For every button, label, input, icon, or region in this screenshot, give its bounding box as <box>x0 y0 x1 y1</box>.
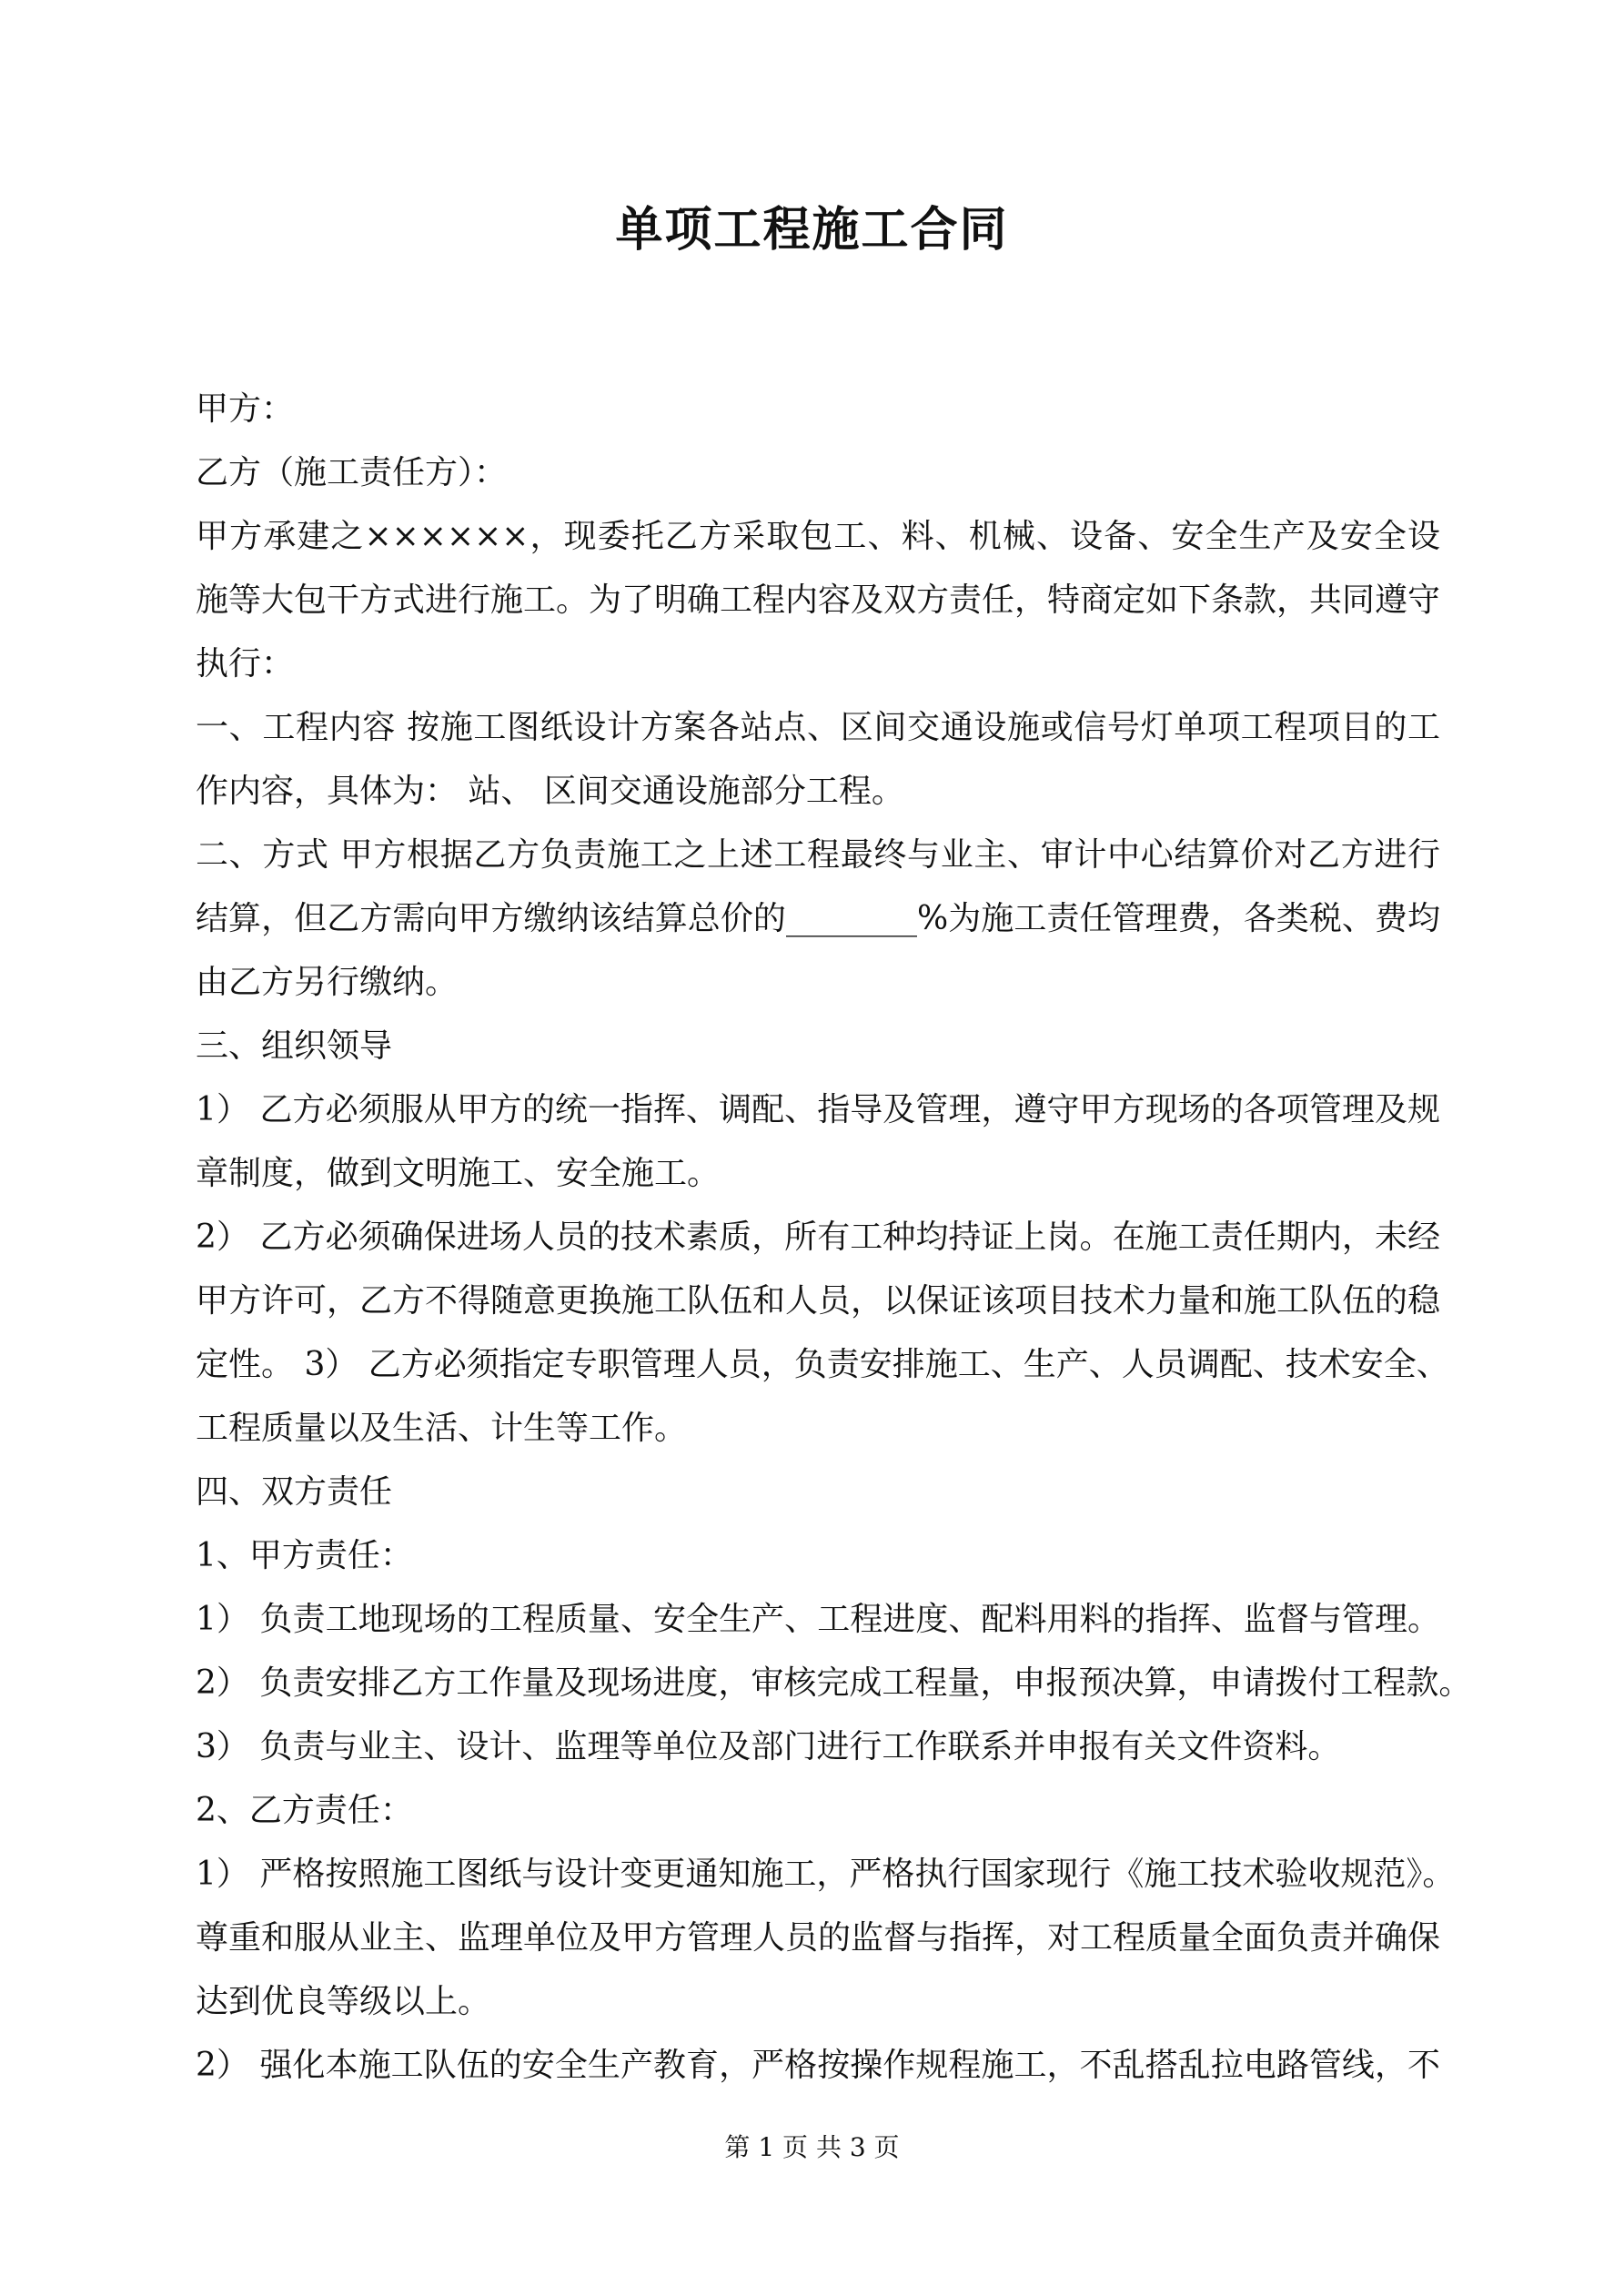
paragraph-line: 1、甲方责任： <box>196 1537 413 1574</box>
paragraph-line: 一、工程内容 按施工图纸设计方案各站点、区间交通设施或信号灯单项工程项目的工 <box>196 709 1440 746</box>
paragraph-line: 尊重和服从业主、监理单位及甲方管理人员的监督与指挥，对工程质量全面负责并确保 <box>196 1919 1441 1957</box>
document-body <box>196 378 1472 2098</box>
paragraph-line: 1） 严格按照施工图纸与设计变更通知施工，严格执行国家现行《施工技术验收规范》。 <box>196 1856 1456 1893</box>
paragraph-line: 定性。 3） 乙方必须指定专职管理人员，负责安排施工、生产、人员调配、技术安全、 <box>196 1346 1449 1383</box>
paragraph-line: 作内容，具体为： 站、 区间交通设施部分工程。 <box>196 773 904 810</box>
document-title: 单项工程施工合同 <box>615 202 1009 258</box>
paragraph-line: 三、组织领导 <box>196 1027 393 1065</box>
paragraph-line: 2） 负责安排乙方工作量及现场进度，审核完成工程量，申报预决算，申请拨付工程款。 <box>196 1664 1472 1702</box>
paragraph-line: 甲方承建之××××××，现委托乙方采取包工、料、机械、设备、安全生产及安全设 <box>196 518 1440 555</box>
paragraph-line: 2） 强化本施工队伍的安全生产教育，严格按操作规程施工，不乱搭乱拉电路管线，不 <box>196 2047 1440 2084</box>
paragraph-line: 1） 负责工地现场的工程质量、安全生产、工程进度、配料用料的指挥、监督与管理。 <box>196 1601 1440 1638</box>
paragraph-line: 2、乙方责任： <box>196 1792 413 1829</box>
paragraph-line: 由乙方另行缴纳。 <box>196 964 459 1001</box>
paragraph-line: 乙方（施工责任方）： <box>196 454 508 491</box>
paragraph-line: 3） 负责与业主、设计、监理等单位及部门进行工作联系并申报有关文件资料。 <box>196 1728 1341 1765</box>
paragraph-line: 工程质量以及生活、计生等工作。 <box>196 1410 688 1447</box>
paragraph-line: 甲方许可，乙方不得随意更换施工队伍和人员，以保证该项目技术力量和施工队伍的稳 <box>196 1282 1441 1320</box>
paragraph-line: 执行： <box>196 645 295 683</box>
paragraph-line: 达到优良等级以上。 <box>196 1983 491 2020</box>
paragraph-line: 结算，但乙方需向甲方缴纳该结算总价的________%为施工责任管理费，各类税、费均 <box>196 900 1440 937</box>
paragraph-line: 二、方式 甲方根据乙方负责施工之上述工程最终与业主、审计中心结算价对乙方进行 <box>196 836 1440 874</box>
paragraph-line: 章制度，做到文明施工、安全施工。 <box>196 1155 721 1192</box>
page-footer: 第 1 页 共 3 页 <box>724 2132 900 2162</box>
paragraph-line: 1） 乙方必须服从甲方的统一指挥、调配、指导及管理，遵守甲方现场的各项管理及规 <box>196 1091 1440 1128</box>
paragraph-line: 甲方： <box>196 390 295 428</box>
paragraph-line: 施等大包干方式进行施工。为了明确工程内容及双方责任，特商定如下条款，共同遵守 <box>196 582 1441 619</box>
paragraph-line: 四、双方责任 <box>196 1473 393 1511</box>
paragraph-line: 2） 乙方必须确保进场人员的技术素质，所有工种均持证上岗。在施工责任期内，未经 <box>196 1219 1440 1256</box>
